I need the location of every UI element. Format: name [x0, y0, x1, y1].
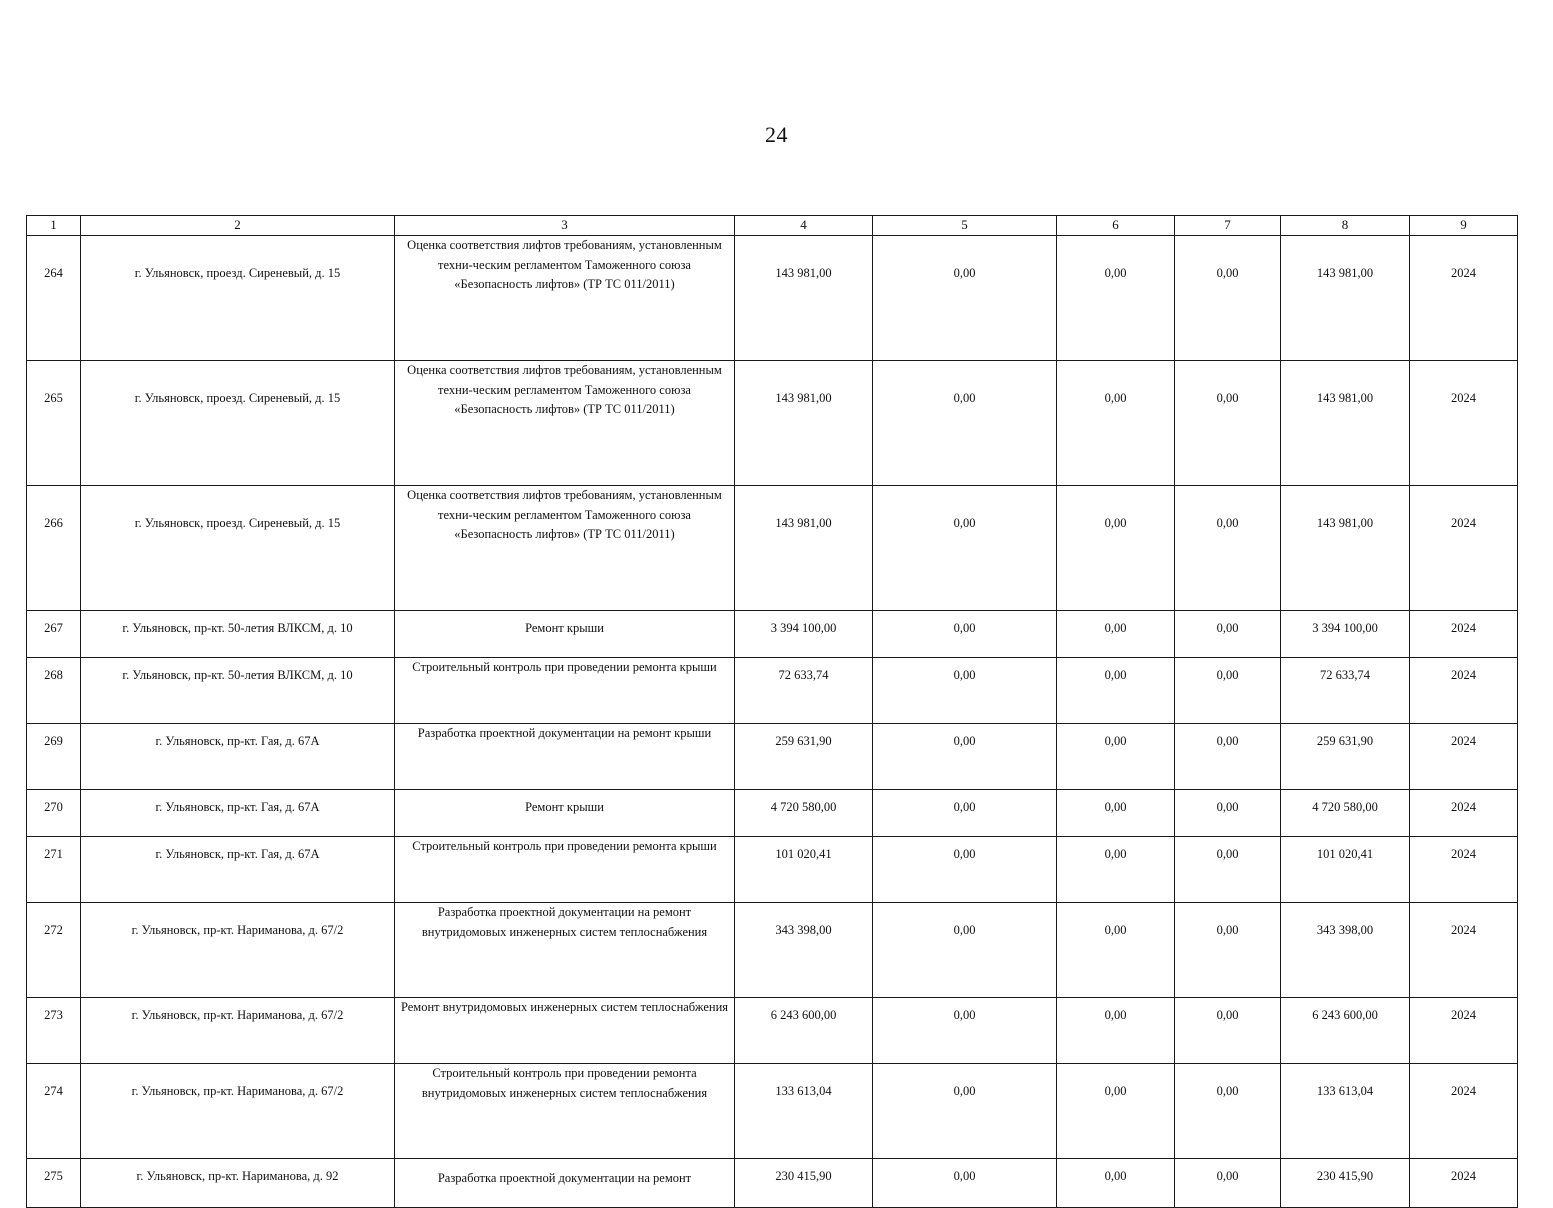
year-cell: 2024: [1410, 998, 1518, 1064]
cost-col8-cell: 143 981,00: [1281, 236, 1410, 361]
address-cell: г. Ульяновск, пр-кт. Гая, д. 67А: [81, 790, 395, 837]
year-cell: 2024: [1410, 1064, 1518, 1159]
cost-col6-cell: 0,00: [1057, 903, 1175, 998]
cost-col5-cell: 0,00: [873, 998, 1057, 1064]
table-row: [27, 998, 1518, 1064]
address-cell: г. Ульяновск, пр-кт. Нариманова, д. 92: [81, 1159, 395, 1208]
cost-col7-cell: 0,00: [1175, 1159, 1281, 1208]
table-row: [27, 1159, 1518, 1208]
work-type-cell: Разработка проектной документации на ремонт внутридомовых инженерных систем теплоснабжения: [395, 903, 735, 998]
year-cell: 2024: [1410, 361, 1518, 486]
cost-col6-cell: 0,00: [1057, 1159, 1175, 1208]
cost-total-cell: 6 243 600,00: [735, 998, 873, 1064]
address-cell: г. Ульяновск, пр-кт. 50-летия ВЛКСМ, д. 10: [81, 658, 395, 724]
table-row: [27, 658, 1518, 724]
year-cell: 2024: [1410, 724, 1518, 790]
address-cell: г. Ульяновск, проезд. Сиреневый, д. 15: [81, 486, 395, 611]
column-header-3: 3: [395, 216, 735, 236]
cost-total-cell: 143 981,00: [735, 361, 873, 486]
cost-col8-cell: 101 020,41: [1281, 837, 1410, 903]
cost-col7-cell: 0,00: [1175, 236, 1281, 361]
cost-total-cell: 230 415,90: [735, 1159, 873, 1208]
address-cell: г. Ульяновск, пр-кт. 50-летия ВЛКСМ, д. 10: [81, 611, 395, 658]
row-number: 273: [27, 998, 81, 1064]
cost-col6-cell: 0,00: [1057, 1064, 1175, 1159]
cost-col5-cell: 0,00: [873, 236, 1057, 361]
cost-col8-cell: 230 415,90: [1281, 1159, 1410, 1208]
row-number: 275: [27, 1159, 81, 1208]
address-cell: г. Ульяновск, пр-кт. Нариманова, д. 67/2: [81, 903, 395, 998]
cost-total-cell: 3 394 100,00: [735, 611, 873, 658]
cost-col8-cell: 343 398,00: [1281, 903, 1410, 998]
cost-col7-cell: 0,00: [1175, 790, 1281, 837]
column-header-5: 5: [873, 216, 1057, 236]
table-row: [27, 837, 1518, 903]
cost-col5-cell: 0,00: [873, 658, 1057, 724]
cost-col6-cell: 0,00: [1057, 790, 1175, 837]
address-cell: г. Ульяновск, пр-кт. Гая, д. 67А: [81, 837, 395, 903]
cost-col8-cell: 143 981,00: [1281, 361, 1410, 486]
address-cell: г. Ульяновск, пр-кт. Гая, д. 67А: [81, 724, 395, 790]
row-number: 267: [27, 611, 81, 658]
column-header-9: 9: [1410, 216, 1518, 236]
cost-total-cell: 4 720 580,00: [735, 790, 873, 837]
cost-col8-cell: 133 613,04: [1281, 1064, 1410, 1159]
cost-col8-cell: 143 981,00: [1281, 486, 1410, 611]
row-number: 271: [27, 837, 81, 903]
cost-col7-cell: 0,00: [1175, 611, 1281, 658]
year-cell: 2024: [1410, 837, 1518, 903]
address-cell: г. Ульяновск, пр-кт. Нариманова, д. 67/2: [81, 998, 395, 1064]
year-cell: 2024: [1410, 903, 1518, 998]
cost-total-cell: 72 633,74: [735, 658, 873, 724]
cost-col7-cell: 0,00: [1175, 998, 1281, 1064]
column-header-1: 1: [27, 216, 81, 236]
cost-col7-cell: 0,00: [1175, 724, 1281, 790]
year-cell: 2024: [1410, 611, 1518, 658]
work-type-cell: Ремонт крыши: [395, 790, 735, 837]
cost-col6-cell: 0,00: [1057, 837, 1175, 903]
year-cell: 2024: [1410, 486, 1518, 611]
column-header-4: 4: [735, 216, 873, 236]
cost-col8-cell: 6 243 600,00: [1281, 998, 1410, 1064]
cost-col7-cell: 0,00: [1175, 361, 1281, 486]
work-type-cell: Разработка проектной документации на ремонт: [395, 1159, 735, 1208]
cost-col8-cell: 3 394 100,00: [1281, 611, 1410, 658]
address-cell: г. Ульяновск, проезд. Сиреневый, д. 15: [81, 361, 395, 486]
year-cell: 2024: [1410, 1159, 1518, 1208]
table-row: [27, 1064, 1518, 1159]
cost-col6-cell: 0,00: [1057, 724, 1175, 790]
row-number: 274: [27, 1064, 81, 1159]
table-row: [27, 486, 1518, 611]
cost-col5-cell: 0,00: [873, 837, 1057, 903]
cost-col5-cell: 0,00: [873, 790, 1057, 837]
column-header-6: 6: [1057, 216, 1175, 236]
table-row: [27, 611, 1518, 658]
year-cell: 2024: [1410, 790, 1518, 837]
work-type-cell: Разработка проектной документации на ремонт крыши: [395, 724, 735, 790]
year-cell: 2024: [1410, 658, 1518, 724]
work-type-cell: Оценка соответствия лифтов требованиям, установленным техни-ческим регламентом Таможенного союза «Безопасность лифтов» (ТР ТС 011/2011): [395, 361, 735, 486]
cost-total-cell: 133 613,04: [735, 1064, 873, 1159]
cost-col5-cell: 0,00: [873, 486, 1057, 611]
cost-total-cell: 143 981,00: [735, 236, 873, 361]
work-type-cell: Строительный контроль при проведении ремонта крыши: [395, 658, 735, 724]
cost-col8-cell: 259 631,90: [1281, 724, 1410, 790]
row-number: 270: [27, 790, 81, 837]
row-number: 268: [27, 658, 81, 724]
cost-col7-cell: 0,00: [1175, 837, 1281, 903]
column-header-2: 2: [81, 216, 395, 236]
work-type-cell: Ремонт крыши: [395, 611, 735, 658]
cost-col5-cell: 0,00: [873, 361, 1057, 486]
table-row: [27, 790, 1518, 837]
cost-total-cell: 143 981,00: [735, 486, 873, 611]
row-number: 269: [27, 724, 81, 790]
cost-col6-cell: 0,00: [1057, 611, 1175, 658]
page-number: 24: [765, 122, 788, 147]
cost-col8-cell: 72 633,74: [1281, 658, 1410, 724]
row-number: 266: [27, 486, 81, 611]
cost-col5-cell: 0,00: [873, 903, 1057, 998]
table-row: [27, 361, 1518, 486]
column-header-7: 7: [1175, 216, 1281, 236]
header-row: [27, 216, 1518, 236]
cost-col8-cell: 4 720 580,00: [1281, 790, 1410, 837]
column-header-8: 8: [1281, 216, 1410, 236]
cost-col7-cell: 0,00: [1175, 903, 1281, 998]
address-cell: г. Ульяновск, проезд. Сиреневый, д. 15: [81, 236, 395, 361]
table-row: [27, 724, 1518, 790]
row-number: 265: [27, 361, 81, 486]
program-table: [26, 215, 1518, 1208]
cost-col6-cell: 0,00: [1057, 236, 1175, 361]
cost-col7-cell: 0,00: [1175, 1064, 1281, 1159]
table-row: [27, 236, 1518, 361]
work-type-cell: Ремонт внутридомовых инженерных систем теплоснабжения: [395, 998, 735, 1064]
row-number: 264: [27, 236, 81, 361]
row-number: 272: [27, 903, 81, 998]
work-type-cell: Оценка соответствия лифтов требованиям, установленным техни-ческим регламентом Таможенного союза «Безопасность лифтов» (ТР ТС 011/2011): [395, 486, 735, 611]
cost-col5-cell: 0,00: [873, 1064, 1057, 1159]
address-cell: г. Ульяновск, пр-кт. Нариманова, д. 67/2: [81, 1064, 395, 1159]
table-row: [27, 903, 1518, 998]
cost-col5-cell: 0,00: [873, 724, 1057, 790]
work-type-cell: Оценка соответствия лифтов требованиям, установленным техни-ческим регламентом Таможенного союза «Безопасность лифтов» (ТР ТС 011/2011): [395, 236, 735, 361]
cost-col5-cell: 0,00: [873, 611, 1057, 658]
cost-total-cell: 259 631,90: [735, 724, 873, 790]
cost-total-cell: 101 020,41: [735, 837, 873, 903]
cost-col5-cell: 0,00: [873, 1159, 1057, 1208]
cost-col6-cell: 0,00: [1057, 658, 1175, 724]
cost-col6-cell: 0,00: [1057, 998, 1175, 1064]
cost-total-cell: 343 398,00: [735, 903, 873, 998]
cost-col6-cell: 0,00: [1057, 361, 1175, 486]
cost-col7-cell: 0,00: [1175, 658, 1281, 724]
cost-col7-cell: 0,00: [1175, 486, 1281, 611]
work-type-cell: Строительный контроль при проведении ремонта крыши: [395, 837, 735, 903]
work-type-cell: Строительный контроль при проведении ремонта внутридомовых инженерных систем теплоснабжения: [395, 1064, 735, 1159]
cost-col6-cell: 0,00: [1057, 486, 1175, 611]
year-cell: 2024: [1410, 236, 1518, 361]
